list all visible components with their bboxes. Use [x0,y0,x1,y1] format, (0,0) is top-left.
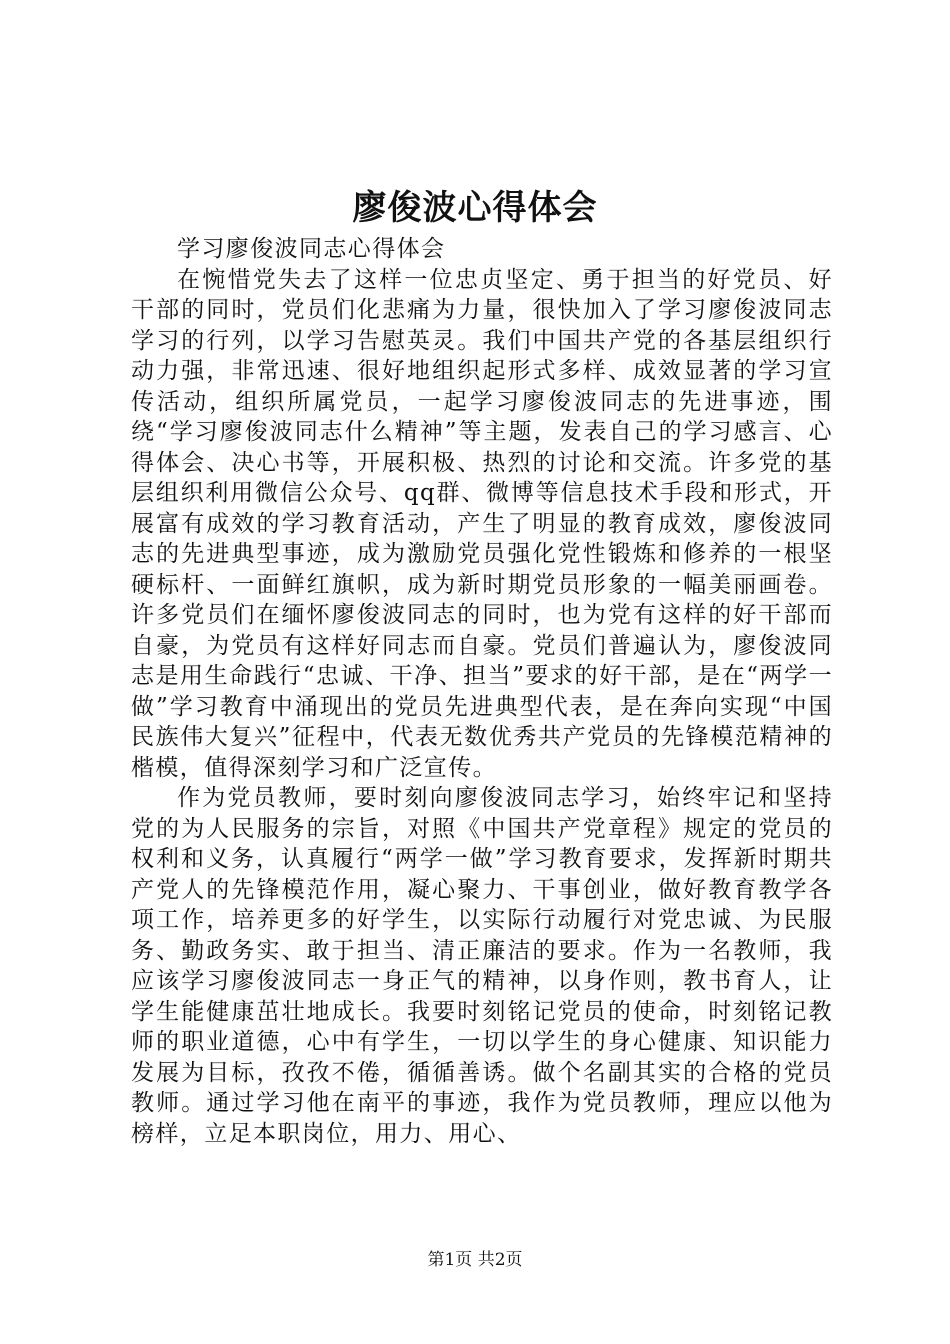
paragraph-2: 作为党员教师，要时刻向廖俊波同志学习，始终牢记和坚持党的为人民服务的宗旨，对照《中国共产党章程》规定的党员的权利和义务，认真履行“两学一做”学习教育要求，发挥新时期共产党人的先锋模范作用，凝心聚力、干事创业，做好教育教学各项工作，培养更多的好学生，以实际行动履行对党忠诚、为民服务、勤政务实、敢于担当、清正廉洁的要求。作为一名教师，我应该学习廖俊波同志一身正气的精神，以身作则，教书育人，让学生能健康茁壮地成长。我要时刻铭记党员的使命，时刻铭记教师的职业道德，心中有学生，一切以学生的身心健康、知识能力发展为目标，孜孜不倦，循循善诱。做个名副其实的合格的党员教师。通过学习他在南平的事迹，我作为党员教师，理应以他为榜样，立足本职岗位，用力、用心、 [131,785,833,1147]
document-body [131,234,833,1149]
document-title: 廖俊波心得体会 [352,188,598,228]
document-subtitle: 学习廖俊波同志心得体会 [177,236,446,262]
page-number-footer: 第1页 共2页 [427,1250,523,1270]
paragraph-1: 在惋惜党失去了这样一位忠贞坚定、勇于担当的好党员、好干部的同时，党员们化悲痛为力量，很快加入了学习廖俊波同志学习的行列，以学习告慰英灵。我们中国共产党的各基层组织行动力强，非常迅速、很好地组织起形式多样、成效显著的学习宣传活动，组织所属党员，一起学习廖俊波同志的先进事迹，围绕“学习廖俊波同志什么精神”等主题，发表自己的学习感言、心得体会、决心书等，开展积极、热烈的讨论和交流。许多党的基层组织利用微信公众号、qq群、微博等信息技术手段和形式，开展富有成效的学习教育活动，产生了明显的教育成效，廖俊波同志的先进典型事迹，成为激励党员强化党性锻炼和修养的一根坚硬标杆、一面鲜红旗帜，成为新时期党员形象的一幅美丽画卷。许多党员们在缅怀廖俊波同志的同时，也为党有这样的好干部而自豪，为党员有这样好同志而自豪。党员们普遍认为，廖俊波同志是用生命践行“忠诚、干净、担当”要求的好干部，是在“两学一做”学习教育中涌现出的党员先进典型代表，是在奔向实现“中国民族伟大复兴”征程中，代表无数优秀共产党员的先锋模范精神的楷模，值得深刻学习和广泛宣传。 [131,266,833,781]
